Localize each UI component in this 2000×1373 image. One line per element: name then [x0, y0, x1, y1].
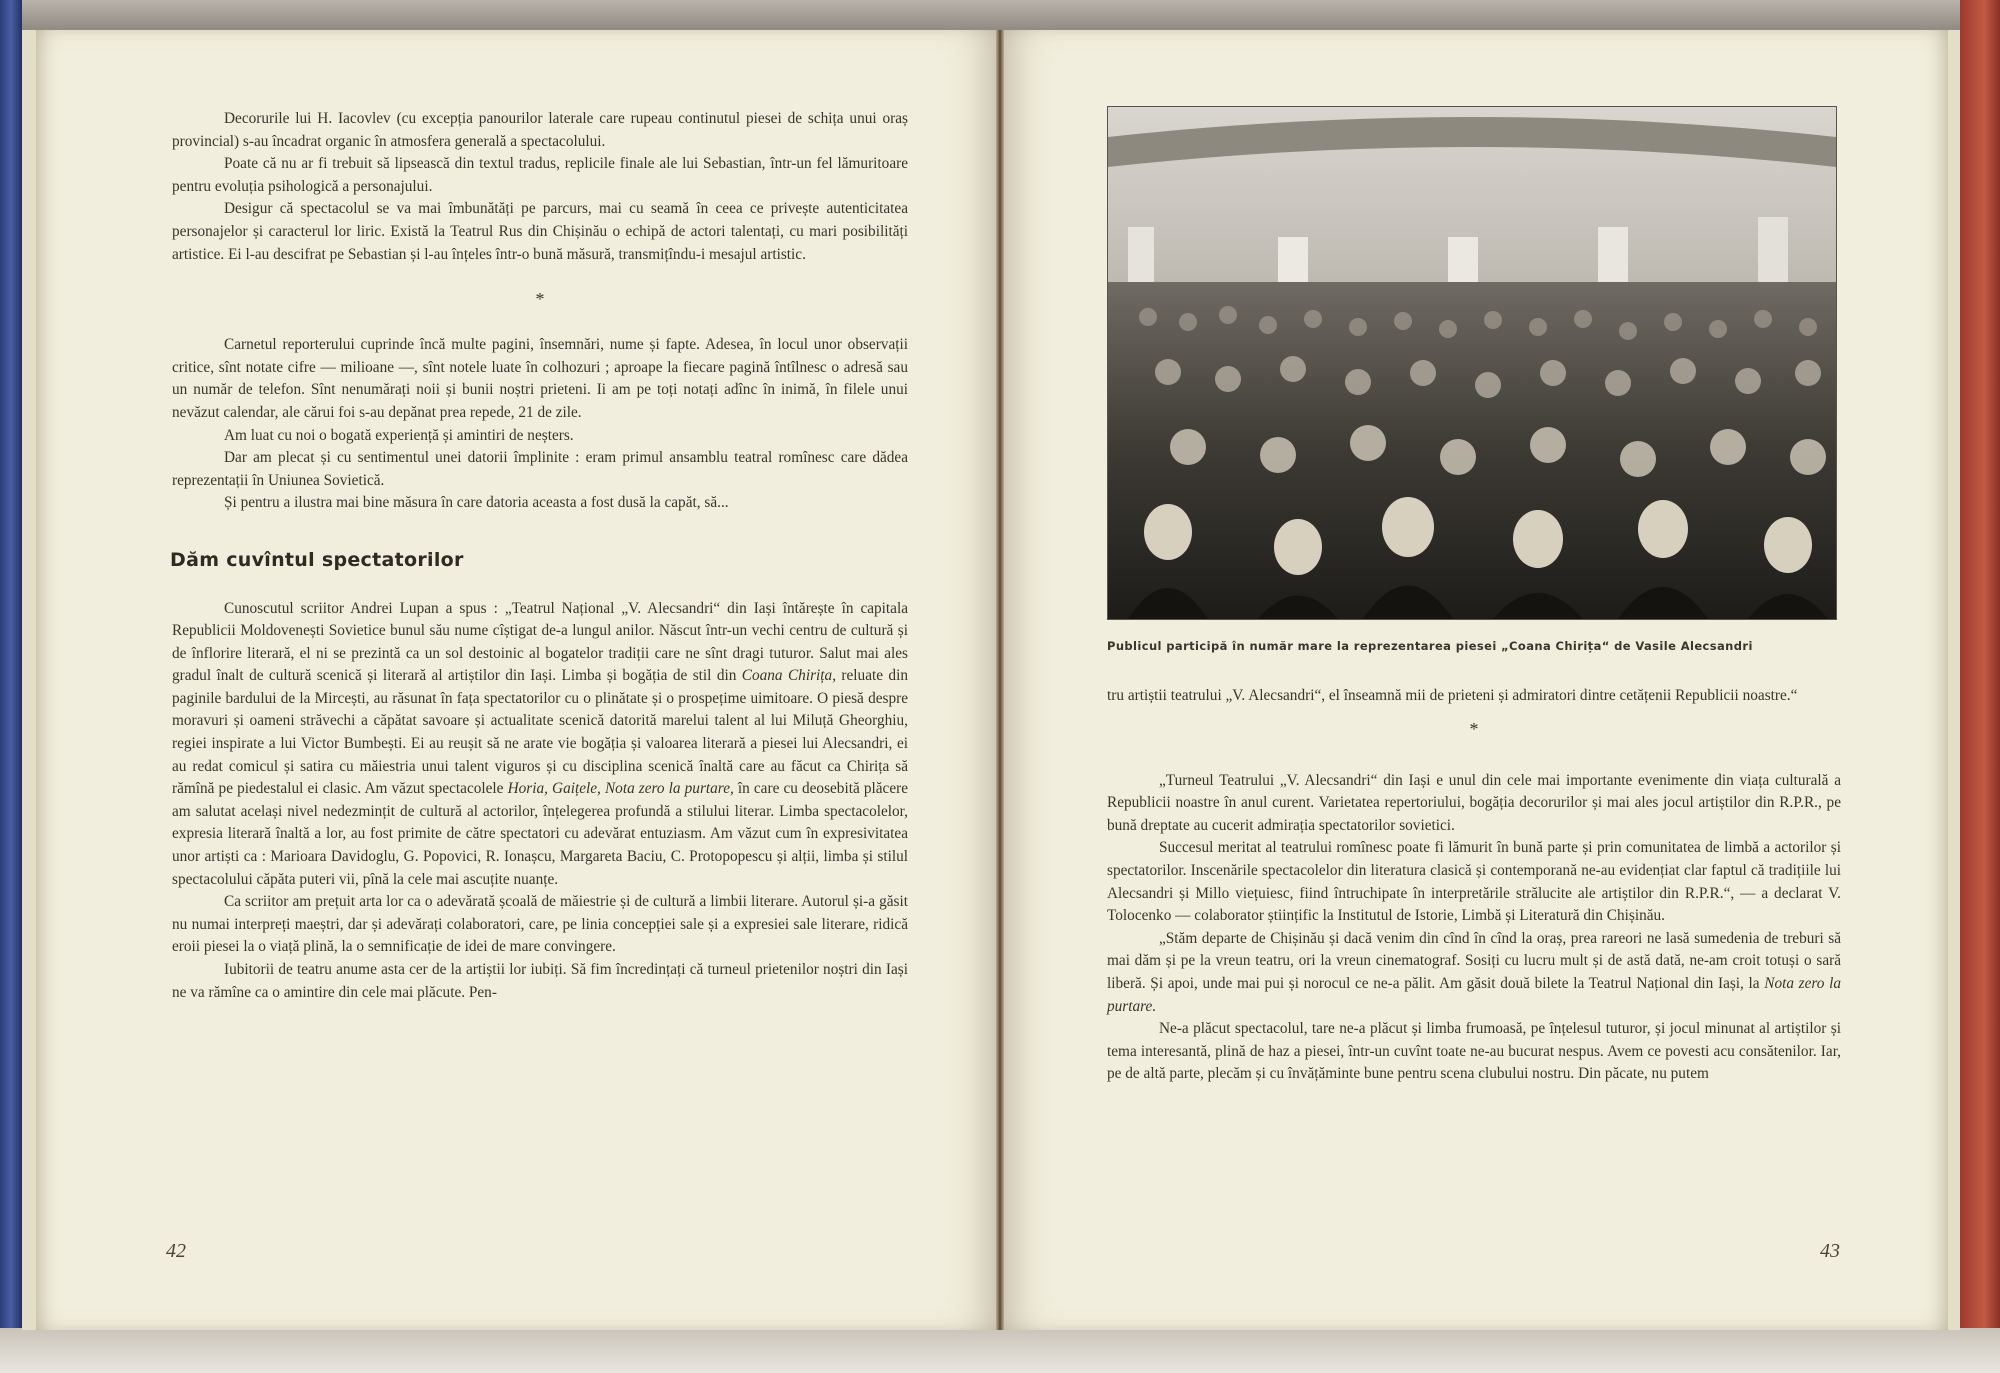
- text-run: „Stăm departe de Chișinău și dacă venim din cînd în cînd la oraș, prea rareori ne lasă sumedenia de treburi să mai dăm și pe la vreun teatru, ori la vreun cinematograf. Sosiți cu lucru mult și de astă dată, ne-am croit totuși o sară liberă. Și apoi, unde mai pui și norocul ce ne-a pălit. Am găsit două bilete la Teatrul Național din Iași, la: [1107, 929, 1841, 992]
- section-separator: *: [1469, 718, 1479, 739]
- photo-caption: Publicul participă în număr mare la reprezentarea piesei „Coana Chirița“ de Vasile Alecsandri: [1107, 639, 1753, 653]
- paragraph: Am luat cu noi o bogată experiență și amintiri de neșters.: [224, 426, 574, 444]
- paragraph: „Turneul Teatrului „V. Alecsandri“ din Iași e unul din cele mai importante evenimente din viața culturală a Republicii noastre în anul curent. Varietatea repertoriului, bogăția decorurilor și mai ales jocul artiștilor din R.P.R., pe bună dreptate au cucerit admirația spectatorilor sovietici.: [1107, 771, 1841, 834]
- paragraph: Ca scriitor am prețuit arta lor ca o adevărată școală de măiestrie și de cultură a limbii literare. Autorul și-a găsit nu numai interpreți maeștri, dar și adevărați colaboratori, care, pe linia concepției sale și a expresiei sale literare, ridică eroii piesei la o viață plină, la o semnificație de idei de mare convingere.: [172, 893, 908, 956]
- italic-title: Horia, Gaițele, Nota zero la purtare,: [507, 780, 734, 798]
- page-number-right: 43: [1820, 1240, 1840, 1262]
- text-run: în care cu deosebită plăcere am salutat același nivel nedezmințit de cultură al actorilor, înțelegerea profundă a stilului literar. Limba spectacolelor, expresia literară înaltă a lor, au fost primite de către spectatori cu adevărat entuziasm. Am văzut cum în expresivitatea unor artiști ca : Marioara Davidoglu, G. Popovici, R. Ionașcu, Margareta Baciu, C. Protopopescu și alții, limba și stilul spectacolului căpăta puteri vii, pînă la cele mai ascuțite nuanțe.: [172, 780, 908, 888]
- paragraph: Carnetul reporterului cuprinde încă multe pagini, însemnări, nume și fapte. Adesea, în locul unor observații critice, sînt notate cifre — milioane —, sînt notele luate în colhozuri ; aproape la fiecare pagină întîlnesc o adresă sau un număr de telefon. Sînt nenumărați noii și bunii noștri prieteni. Ii am pe toți notați adînc în inimă, în filele unui nevăzut calendar, ale cărui foi s-au depănat prea repede, 21 de zile.: [172, 336, 908, 421]
- left-page-text: [172, 108, 908, 1004]
- section-heading: Dăm cuvîntul spectatorilor: [170, 548, 464, 571]
- paragraph: Ne-a plăcut spectacolul, tare ne-a plăcut și limba frumoasă, pe înțelesul tuturor, și jocul minunat al artiștilor și tema interesantă, plină de haz a piesei, într-un cuvînt toate ne-au bucurat nespus. Avem ce povesti acu consătenilor. Iar, pe de altă parte, plecăm și cu învățăminte bune pentru scena clubului nostru. Din păcate, nu putem: [1107, 1020, 1841, 1083]
- paragraph: tru artiștii teatrului „V. Alecsandri“, el înseamnă mii de prieteni și admiratori dintre cetățenii Republicii noastre.“: [1107, 687, 1798, 704]
- audience-photo: [1107, 106, 1837, 620]
- text-run: , reluate din paginile bardului de la Mircești, au răsunat în fața spectatorilor cu o plinătate și o prospețime uimitoare. O piesă despre moravuri și oameni străvechi a căpătat savoare și actualitate scenică datorită marelui talent al lui Miluță Gheorghiu, regiei inspirate a lui Victor Bumbești. Ei au reușit să ne arate vie bogăția și valoarea literară a piesei lui Alecsandri, ei au redat comicul și satira cu măiestria unui talent viguros și cu disciplina scenică înaltă care au făcut ca Chirița să rămînă pe piedestalul ei clasic. Am văzut spectacolele: [172, 667, 908, 798]
- book-gutter: [996, 30, 1004, 1330]
- paragraph: [172, 598, 908, 892]
- italic-title: Nota zero la purtare.: [1107, 974, 1842, 1015]
- paragraph: [1107, 928, 1841, 1018]
- text-run: Cunoscutul scriitor Andrei Lupan a spus : „Teatrul Național „V. Alecsandri“ din Iași întărește în capitala Republicii Moldovenești Sovietice bunul său nume cîștigat de-a lungul anilor. Născut într-un vechi centru de cultură și de înflorire literară, el ni se prezintă ca un sol destoinic al bogatelor tradiții care ne sînt dragi tuturor. Salut mai ales gradul înalt de cultură scenică și literară al artiștilor din Iași. Limba și bogăția de stil din: [172, 599, 908, 685]
- book-cover-right: [1960, 0, 2000, 1373]
- paragraph: Poate că nu ar fi trebuit să lipsească din textul tradus, replicile finale ale lui Sebastian, într-un fel lămuritoare pentru evoluția psihologică a personajului.: [172, 155, 908, 195]
- paragraph: Decorurile lui H. Iacovlev (cu excepția panourilor laterale care rupeau continutul piesei de schița unui oraș provincial) s-au încadrat organic în atmosfera generală a spectacolului.: [172, 110, 908, 150]
- paragraph: Desigur că spectacolul se va mai îmbunătăți pe parcurs, mai cu seamă în ceea ce privește autenticitatea personajelor și caracterul lor liric. Există la Teatrul Rus din Chișinău o echipă de actori talentați, cu mari posibilități artistice. Ei l-au descifrat pe Sebastian și l-au înțeles într-o bună măsură, transmițîndu-i mesajul artistic.: [172, 200, 908, 263]
- paragraph: Iubitorii de teatru anume asta cer de la artiștii lor iubiți. Să fim încredințați că turneul prietenilor noștri din Iași ne va rămîne ca o amintire din cele mai plăcute. Pen-: [172, 961, 908, 1001]
- paragraph: Succesul meritat al teatrului romînesc poate fi lămurit în bună parte și prin comunitatea de limbă a actorilor și spectatorilor. Inscenările spectacolelor din literatura clasică și contemporană ne-au evidențiat clar faptul că tradițiile lui Alecsandri și Millo viețuiesc, fiind întruchipate în interpretările strălucite ale artiștilor din R.P.R.“, — a declarat V. Tolocenko — colaborator științific la Institutul de Istorie, Limbă și Literatură din Chișinău.: [1107, 839, 1841, 925]
- paragraph: Și pentru a ilustra mai bine măsura în care datoria aceasta a fost dusă la capăt, să...: [224, 494, 729, 512]
- right-page-text: [1107, 685, 1841, 1086]
- paragraph: Dar am plecat și cu sentimentul unei datorii împlinite : eram primul ansamblu teatral romînesc care dădea reprezentații în Uniunea Sovietică.: [172, 449, 908, 489]
- page-number-left: 42: [166, 1240, 186, 1262]
- book-bottom-edge: [0, 1328, 2000, 1373]
- section-separator: *: [535, 289, 545, 310]
- book-top-edge: [0, 0, 2000, 30]
- italic-title: Coana Chirița: [741, 667, 833, 685]
- book-cover-left: [0, 0, 22, 1373]
